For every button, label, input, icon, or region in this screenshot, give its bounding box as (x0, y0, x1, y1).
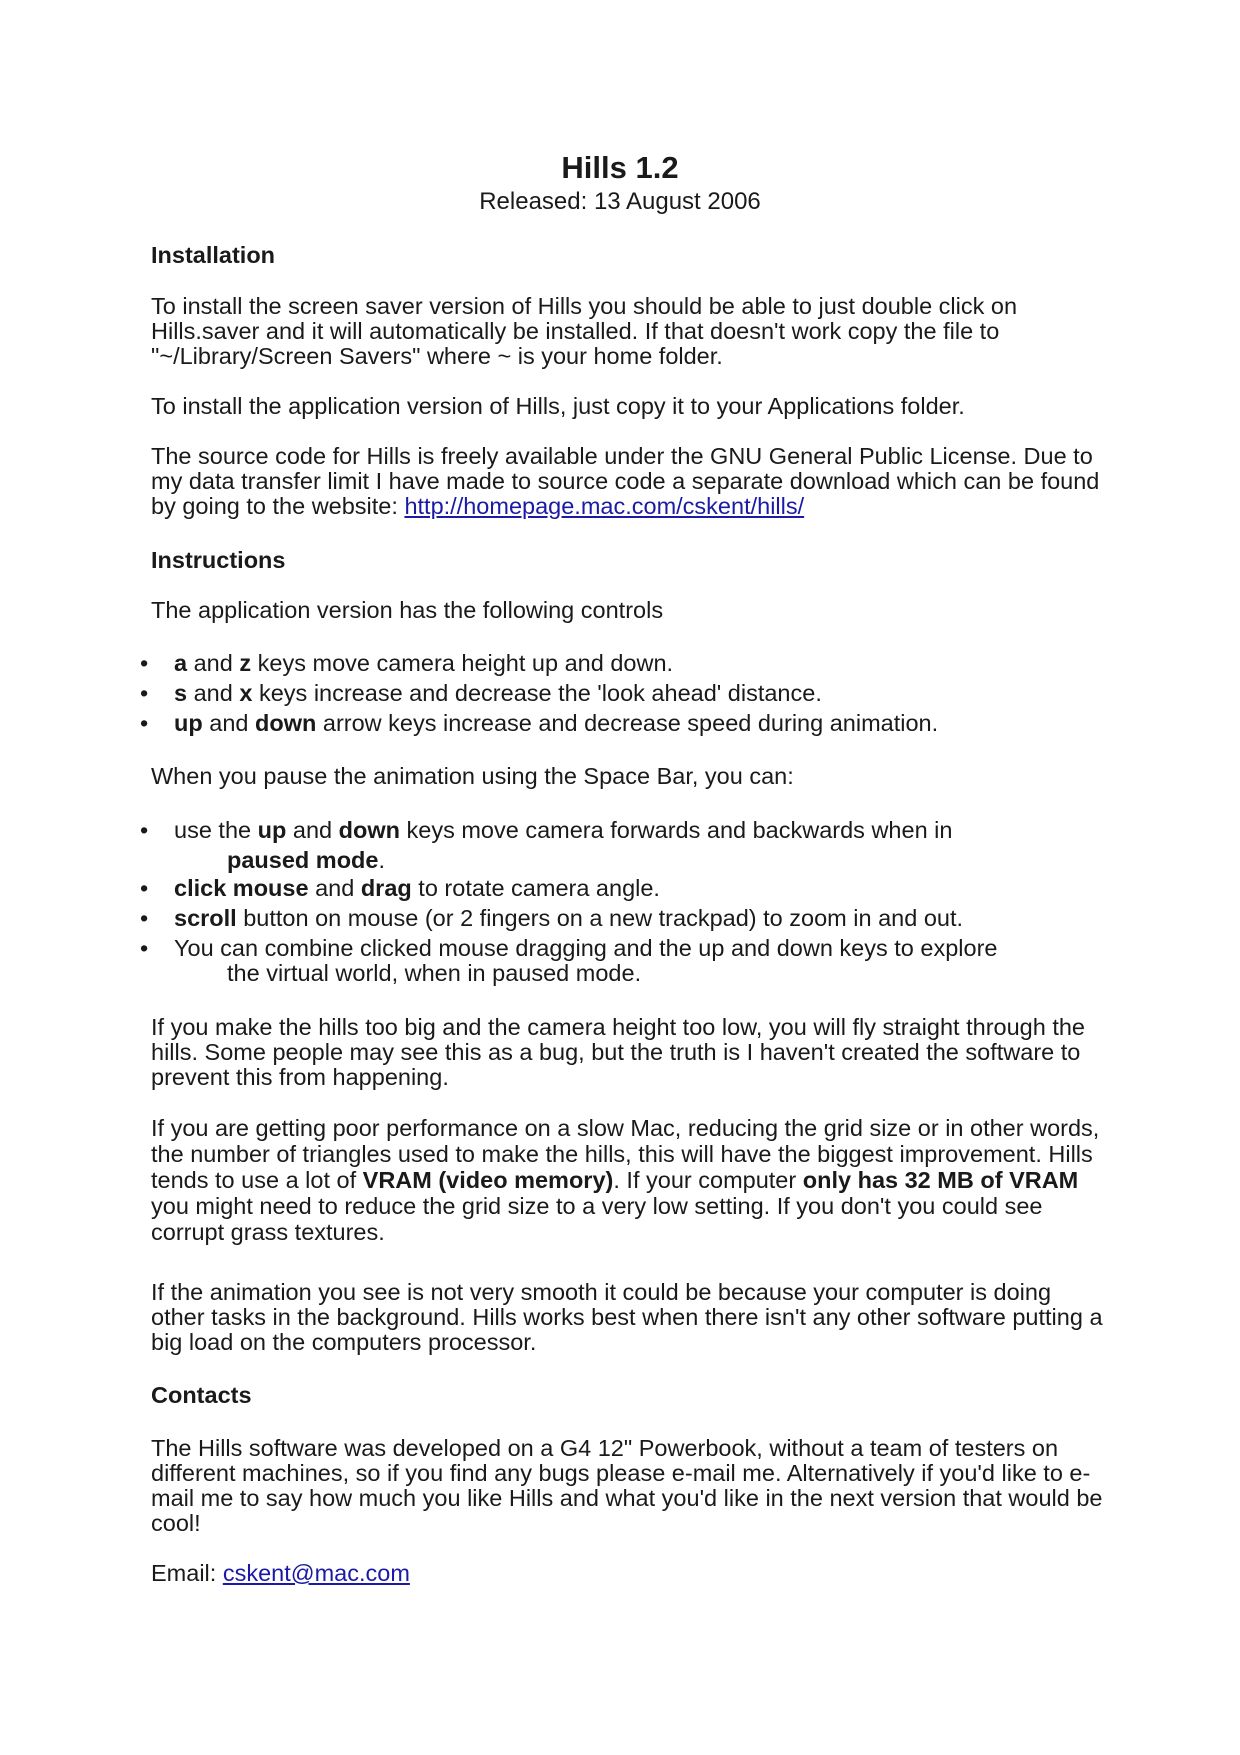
key-up: up (257, 817, 287, 843)
performance-text: . If your computer (613, 1167, 803, 1193)
scroll-term: scroll (174, 905, 237, 931)
contacts-paragraph: The Hills software was developed on a G4 12" Powerbook, without a team of testers on different machines, so if you find any bugs please e-mail me. Alternatively if you'd like to e-mail me to say how much you like Hills and what you'd like in the next version that would be cool! (151, 1435, 1103, 1536)
key-a: a (174, 650, 188, 676)
list-text: You can combine clicked mouse dragging and the up and down keys to explore (174, 935, 998, 961)
list-continuation (174, 848, 1120, 873)
email-link[interactable]: cskent@mac.com (222, 1560, 410, 1586)
list-text: arrow keys increase and decrease speed during animation. (316, 710, 939, 736)
pause-controls-list (140, 818, 1120, 986)
page-title: Hills 1.2 (561, 150, 679, 185)
vram-term: VRAM (video memory) (362, 1167, 614, 1193)
list-item (140, 711, 1120, 736)
list-text: and (187, 680, 240, 706)
list-item (140, 818, 1120, 873)
email-line (151, 1561, 1111, 1586)
performance-text: If you are getting poor performance on a slow Mac, reducing the grid size or in other words, the number of triangles used to make the hills, this will have the biggest improvement. Hills tends to use a lot of (151, 1115, 1100, 1193)
list-item (140, 876, 1120, 901)
bullet-icon: • (140, 905, 149, 931)
drag-term: drag (360, 875, 412, 901)
list-text: . (378, 847, 386, 873)
list-text: use the (174, 817, 258, 843)
list-text: keys increase and decrease the 'look ahead' distance. (252, 680, 822, 706)
key-x: x (239, 680, 253, 706)
instructions-heading: Instructions (151, 547, 286, 573)
list-text: and (202, 710, 255, 736)
key-z: z (239, 650, 252, 676)
installation-paragraph-1: To install the screen saver version of Hills you should be able to just double click on Hills.saver and it will automatically be installed. If that doesn't work copy the file to "~/Library/Screen Savers" where ~ is your home folder. (151, 293, 1018, 369)
controls-list (140, 651, 1120, 736)
click-mouse-term: click mouse (174, 875, 309, 901)
list-text: keys move camera forwards and backwards when in (399, 817, 953, 843)
performance-text: you might need to reduce the grid size to a very low setting. If you don't you could see corrupt grass textures. (151, 1193, 1043, 1245)
list-text: button on mouse (or 2 fingers on a new trackpad) to zoom in and out. (236, 905, 964, 931)
document-header (0, 148, 1240, 216)
bullet-icon: • (140, 710, 149, 736)
controls-intro: The application version has the following controls (151, 597, 664, 623)
pause-intro: When you pause the animation using the Space Bar, you can: (151, 763, 794, 789)
hills-too-big-paragraph: If you make the hills too big and the camera height too low, you will fly straight through the hills. Some people may see this as a bug, but the truth is I haven't created the software to prevent this from happening. (151, 1014, 1085, 1090)
list-text: and (308, 875, 361, 901)
performance-paragraph (151, 1115, 1111, 1245)
installation-heading: Installation (151, 242, 276, 268)
bullet-icon: • (140, 680, 149, 706)
list-text: to rotate camera angle. (411, 875, 660, 901)
contacts-heading: Contacts (151, 1382, 252, 1408)
bullet-icon: • (140, 650, 149, 676)
vram-32mb-term: only has 32 MB of VRAM (802, 1167, 1079, 1193)
key-down: down (255, 710, 317, 736)
list-item (140, 936, 1120, 986)
email-label: Email: (151, 1560, 223, 1586)
key-s: s (174, 680, 188, 706)
smoothness-paragraph: If the animation you see is not very smooth it could be because your computer is doing other tasks in the background. Hills works best when there isn't any other software putting a big load on the computers processor. (151, 1279, 1103, 1355)
bullet-icon: • (140, 817, 149, 843)
list-text: and (286, 817, 339, 843)
paused-mode-term: paused mode (227, 847, 379, 873)
list-item (140, 681, 1120, 706)
release-date: Released: 13 August 2006 (479, 188, 761, 215)
key-down: down (338, 817, 400, 843)
list-item (140, 906, 1120, 931)
source-code-text: The source code for Hills is freely available under the GNU General Public License. Due to my data transfer limit I have made to source code a separate download which can be found by going to the website: (151, 443, 1100, 519)
installation-paragraph-3 (151, 444, 1111, 519)
list-continuation: the virtual world, when in paused mode. (227, 960, 642, 986)
bullet-icon: • (140, 935, 149, 961)
website-link[interactable]: http://homepage.mac.com/cskent/hills/ (404, 493, 805, 519)
installation-paragraph-2: To install the application version of Hills, just copy it to your Applications folder. (151, 393, 965, 419)
list-text: and (187, 650, 240, 676)
list-text: keys move camera height up and down. (251, 650, 674, 676)
list-item (140, 651, 1120, 676)
key-up: up (174, 710, 203, 736)
bullet-icon: • (140, 875, 149, 901)
